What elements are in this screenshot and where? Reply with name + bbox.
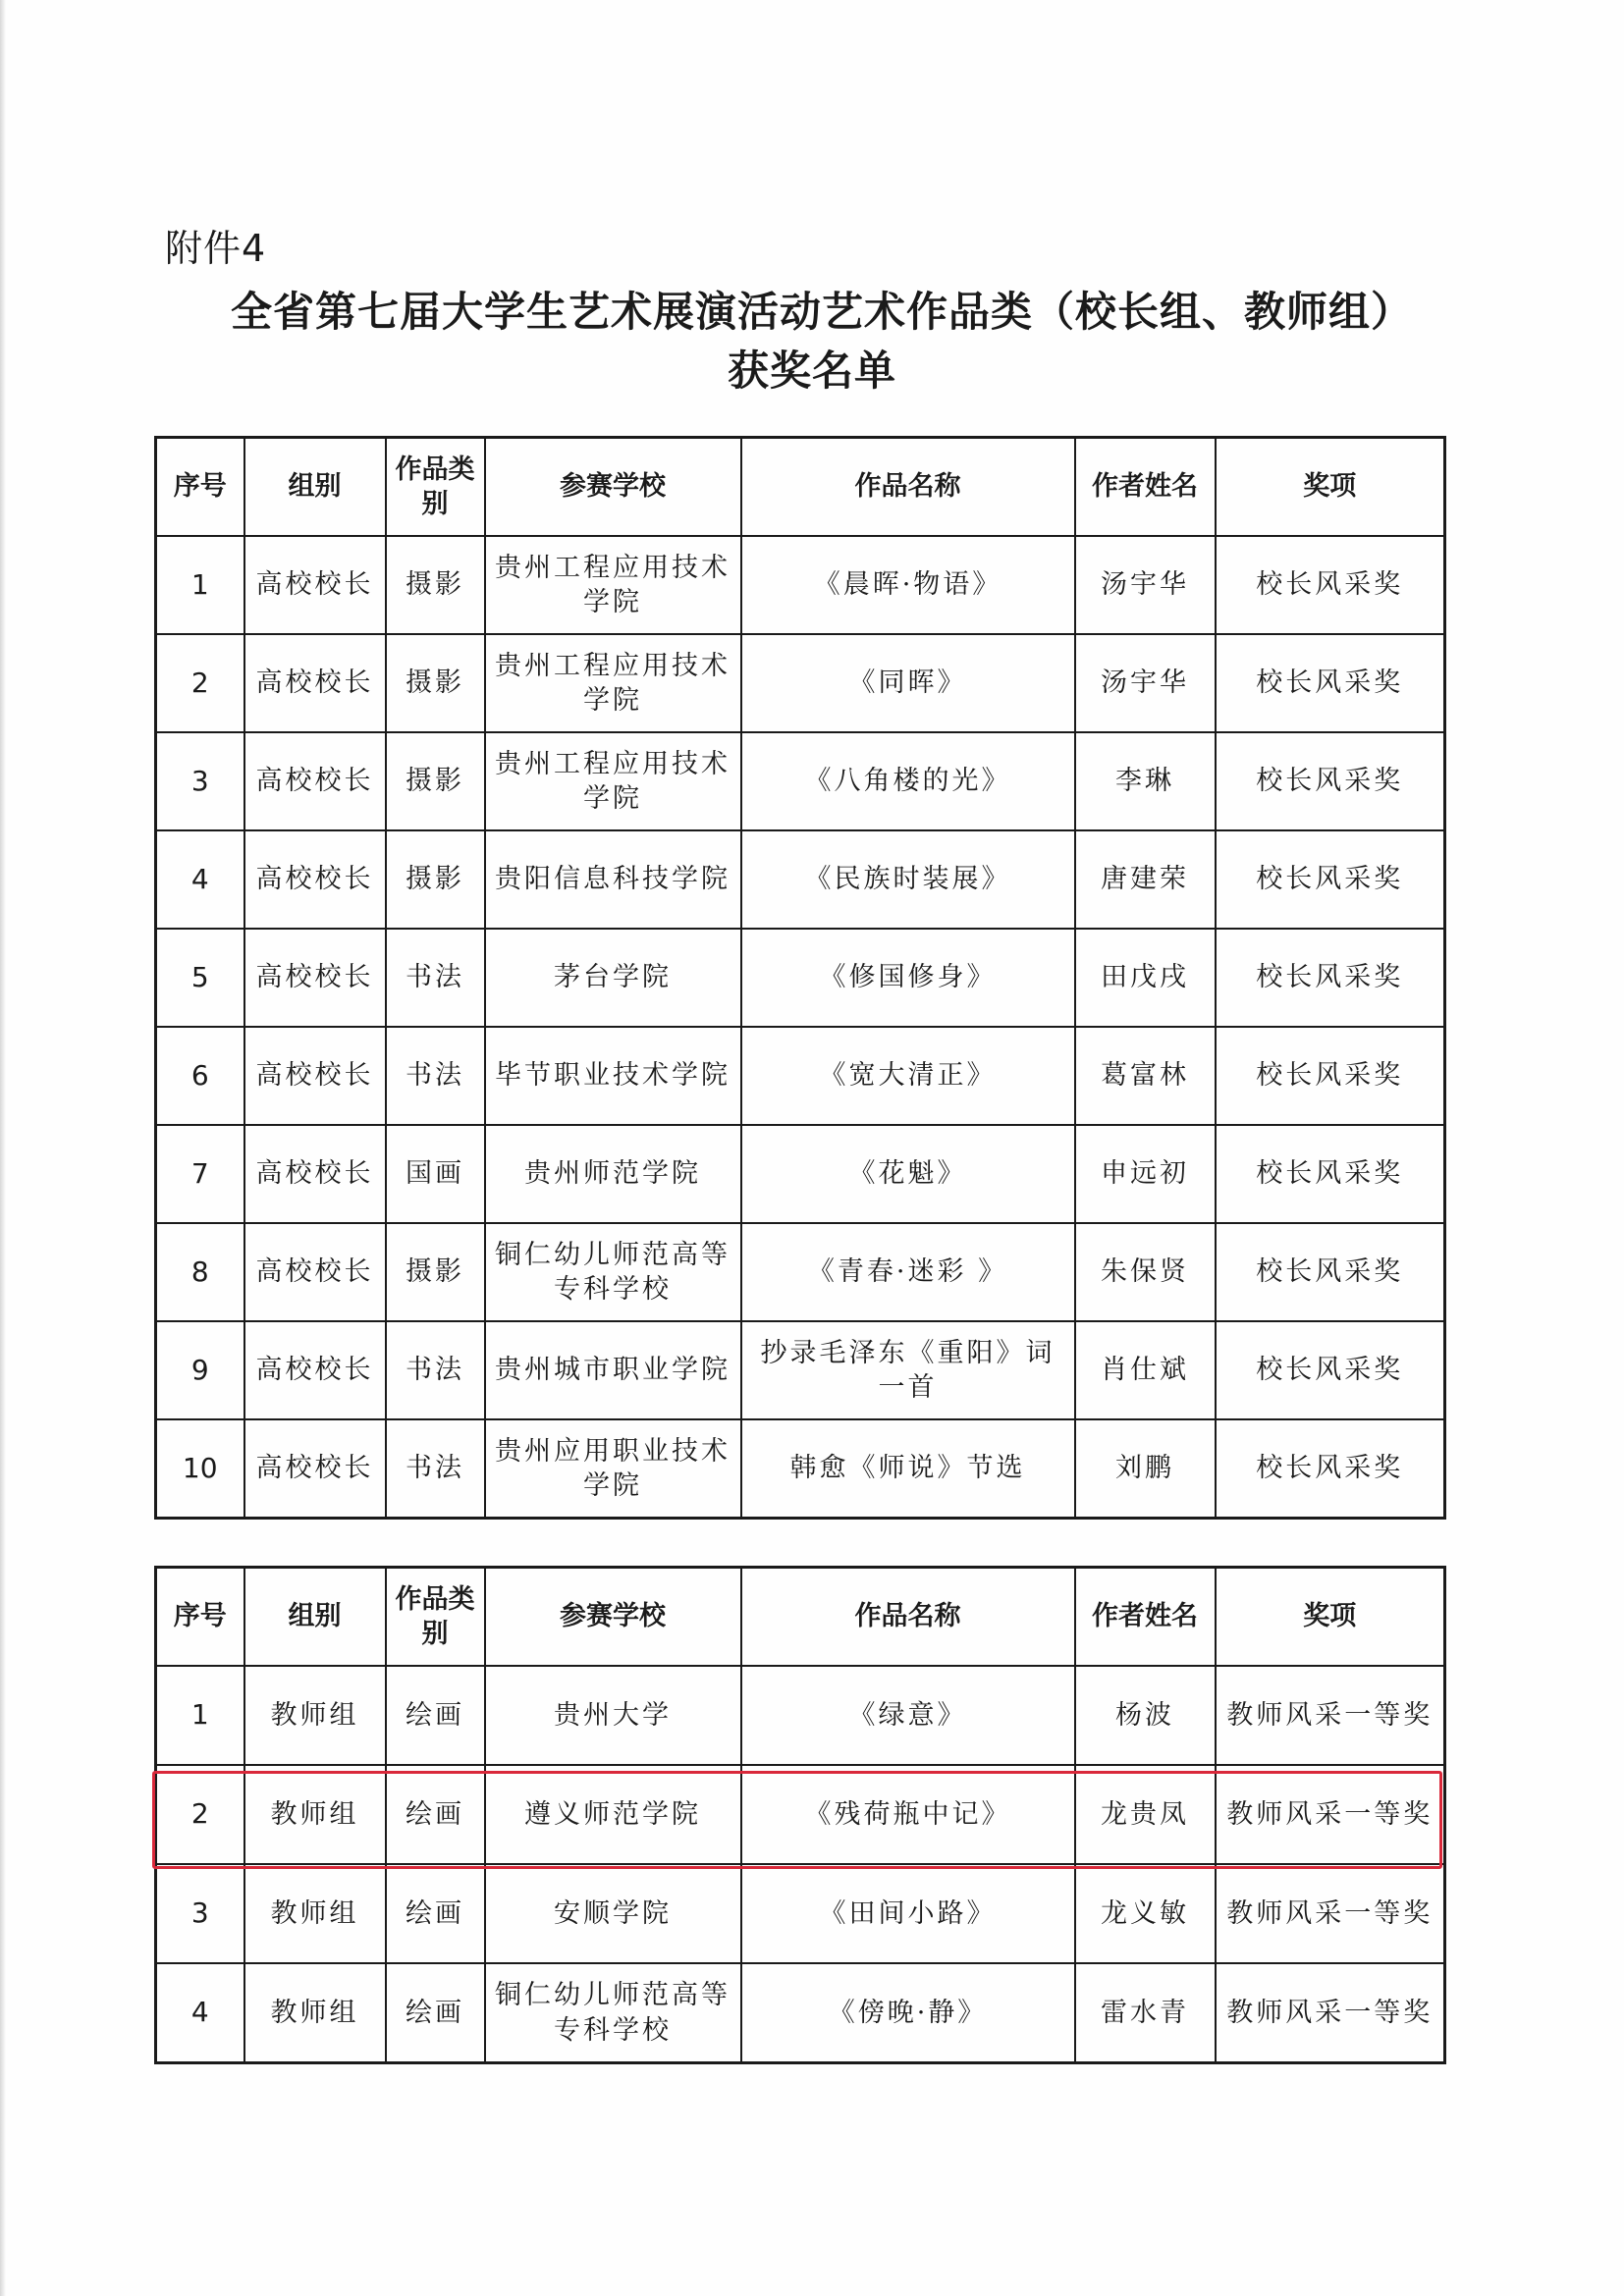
- cell-school: 贵州工程应用技术学院: [485, 732, 741, 830]
- cell-award: 教师风采一等奖: [1216, 1864, 1445, 1963]
- cell-category: 摄影: [386, 732, 485, 830]
- table-row: [156, 1963, 1445, 2063]
- cell-group: 高校校长: [244, 1223, 386, 1321]
- cell-group: 高校校长: [244, 732, 386, 830]
- cell-author: 唐建荣: [1075, 830, 1216, 929]
- cell-author: 杨波: [1075, 1666, 1216, 1765]
- cell-no: 7: [156, 1125, 244, 1223]
- cell-author: 肖仕斌: [1075, 1321, 1216, 1419]
- col-header-award: 奖项: [1216, 438, 1445, 537]
- cell-award: 校长风采奖: [1216, 1223, 1445, 1321]
- cell-award: 教师风采一等奖: [1216, 1963, 1445, 2063]
- table-row: [156, 1125, 1445, 1223]
- cell-work: 《民族时装展》: [741, 830, 1075, 929]
- cell-work: 《八角楼的光》: [741, 732, 1075, 830]
- table-row: [156, 1864, 1445, 1963]
- cell-category: 摄影: [386, 536, 485, 634]
- cell-author: 雷水青: [1075, 1963, 1216, 2063]
- cell-author: 申远初: [1075, 1125, 1216, 1223]
- table-row: [156, 1419, 1445, 1519]
- cell-group: 高校校长: [244, 1419, 386, 1519]
- attachment-label: 附件4: [165, 227, 267, 270]
- cell-group: 高校校长: [244, 536, 386, 634]
- cell-award: 校长风采奖: [1216, 830, 1445, 929]
- cell-category: 摄影: [386, 1223, 485, 1321]
- cell-school: 毕节职业技术学院: [485, 1027, 741, 1125]
- cell-category: 绘画: [386, 1765, 485, 1864]
- cell-group: 教师组: [244, 1963, 386, 2063]
- cell-no: 6: [156, 1027, 244, 1125]
- table-row: [156, 732, 1445, 830]
- cell-no: 1: [156, 536, 244, 634]
- table-header-row: [156, 1568, 1445, 1667]
- table-row: [156, 1321, 1445, 1419]
- cell-author: 朱保贤: [1075, 1223, 1216, 1321]
- cell-no: 8: [156, 1223, 244, 1321]
- table-row-highlighted: [156, 1765, 1445, 1864]
- cell-author: 龙义敏: [1075, 1864, 1216, 1963]
- cell-group: 教师组: [244, 1765, 386, 1864]
- cell-work: 《残荷瓶中记》: [741, 1765, 1075, 1864]
- table-row: [156, 1223, 1445, 1321]
- cell-no: 10: [156, 1419, 244, 1519]
- cell-author: 刘鹏: [1075, 1419, 1216, 1519]
- cell-category: 书法: [386, 1419, 485, 1519]
- table-row: [156, 830, 1445, 929]
- cell-author: 葛富林: [1075, 1027, 1216, 1125]
- col-header-no: 序号: [156, 438, 244, 537]
- cell-award: 校长风采奖: [1216, 1419, 1445, 1519]
- cell-author: 李琳: [1075, 732, 1216, 830]
- col-header-work: 作品名称: [741, 438, 1075, 537]
- cell-award: 校长风采奖: [1216, 929, 1445, 1027]
- table-row: [156, 536, 1445, 634]
- table-header-row: [156, 438, 1445, 537]
- cell-school: 贵阳信息科技学院: [485, 830, 741, 929]
- table-row: [156, 1027, 1445, 1125]
- col-header-category: 作品类别: [386, 438, 485, 537]
- cell-no: 5: [156, 929, 244, 1027]
- cell-work: 抄录毛泽东《重阳》词一首: [741, 1321, 1075, 1419]
- teacher-award-table: [154, 1566, 1446, 2064]
- col-header-no: 序号: [156, 1568, 244, 1667]
- col-header-category: 作品类别: [386, 1568, 485, 1667]
- cell-category: 书法: [386, 929, 485, 1027]
- cell-school: 贵州师范学院: [485, 1125, 741, 1223]
- cell-category: 书法: [386, 1321, 485, 1419]
- cell-work: 《青春·迷彩 》: [741, 1223, 1075, 1321]
- col-header-school: 参赛学校: [485, 438, 741, 537]
- cell-no: 3: [156, 732, 244, 830]
- cell-no: 2: [156, 634, 244, 732]
- cell-school: 铜仁幼儿师范高等专科学校: [485, 1223, 741, 1321]
- cell-category: 绘画: [386, 1864, 485, 1963]
- cell-award: 校长风采奖: [1216, 1321, 1445, 1419]
- cell-author: 田戊戌: [1075, 929, 1216, 1027]
- col-header-award: 奖项: [1216, 1568, 1445, 1667]
- cell-award: 教师风采一等奖: [1216, 1666, 1445, 1765]
- cell-work: 《晨晖·物语》: [741, 536, 1075, 634]
- cell-no: 4: [156, 830, 244, 929]
- cell-school: 贵州工程应用技术学院: [485, 634, 741, 732]
- cell-work: 《宽大清正》: [741, 1027, 1075, 1125]
- cell-author: 汤宇华: [1075, 634, 1216, 732]
- col-header-group: 组别: [244, 1568, 386, 1667]
- cell-group: 教师组: [244, 1864, 386, 1963]
- col-header-author: 作者姓名: [1075, 438, 1216, 537]
- cell-award: 校长风采奖: [1216, 1125, 1445, 1223]
- cell-work: 《修国修身》: [741, 929, 1075, 1027]
- cell-school: 贵州应用职业技术学院: [485, 1419, 741, 1519]
- cell-group: 高校校长: [244, 634, 386, 732]
- table-row: [156, 929, 1445, 1027]
- cell-no: 1: [156, 1666, 244, 1765]
- cell-no: 3: [156, 1864, 244, 1963]
- cell-work: 韩愈《师说》节选: [741, 1419, 1075, 1519]
- cell-group: 高校校长: [244, 830, 386, 929]
- cell-group: 高校校长: [244, 1321, 386, 1419]
- document-subtitle: 获奖名单: [727, 347, 896, 395]
- cell-work: 《同晖》: [741, 634, 1075, 732]
- cell-award: 校长风采奖: [1216, 536, 1445, 634]
- cell-category: 绘画: [386, 1666, 485, 1765]
- cell-category: 国画: [386, 1125, 485, 1223]
- col-header-school: 参赛学校: [485, 1568, 741, 1667]
- document-title: 全省第七届大学生艺术展演活动艺术作品类（校长组、教师组）: [230, 288, 1413, 336]
- col-header-group: 组别: [244, 438, 386, 537]
- cell-author: 龙贵凤: [1075, 1765, 1216, 1864]
- cell-group: 高校校长: [244, 929, 386, 1027]
- cell-work: 《田间小路》: [741, 1864, 1075, 1963]
- table-row: [156, 634, 1445, 732]
- cell-work: 《花魁》: [741, 1125, 1075, 1223]
- cell-school: 贵州城市职业学院: [485, 1321, 741, 1419]
- cell-no: 4: [156, 1963, 244, 2063]
- cell-no: 9: [156, 1321, 244, 1419]
- cell-category: 绘画: [386, 1963, 485, 2063]
- cell-author: 汤宇华: [1075, 536, 1216, 634]
- cell-school: 贵州大学: [485, 1666, 741, 1765]
- cell-school: 贵州工程应用技术学院: [485, 536, 741, 634]
- cell-group: 高校校长: [244, 1125, 386, 1223]
- cell-award: 校长风采奖: [1216, 732, 1445, 830]
- cell-category: 摄影: [386, 634, 485, 732]
- cell-work: 《傍晚·静》: [741, 1963, 1075, 2063]
- cell-group: 教师组: [244, 1666, 386, 1765]
- cell-group: 高校校长: [244, 1027, 386, 1125]
- col-header-author: 作者姓名: [1075, 1568, 1216, 1667]
- table-row: [156, 1666, 1445, 1765]
- cell-school: 铜仁幼儿师范高等专科学校: [485, 1963, 741, 2063]
- cell-school: 茅台学院: [485, 929, 741, 1027]
- col-header-work: 作品名称: [741, 1568, 1075, 1667]
- cell-award: 校长风采奖: [1216, 634, 1445, 732]
- cell-no: 2: [156, 1765, 244, 1864]
- cell-category: 摄影: [386, 830, 485, 929]
- cell-school: 遵义师范学院: [485, 1765, 741, 1864]
- cell-category: 书法: [386, 1027, 485, 1125]
- cell-school: 安顺学院: [485, 1864, 741, 1963]
- cell-award: 校长风采奖: [1216, 1027, 1445, 1125]
- cell-work: 《绿意》: [741, 1666, 1075, 1765]
- principal-award-table: [154, 436, 1446, 1520]
- cell-award: 教师风采一等奖: [1216, 1765, 1445, 1864]
